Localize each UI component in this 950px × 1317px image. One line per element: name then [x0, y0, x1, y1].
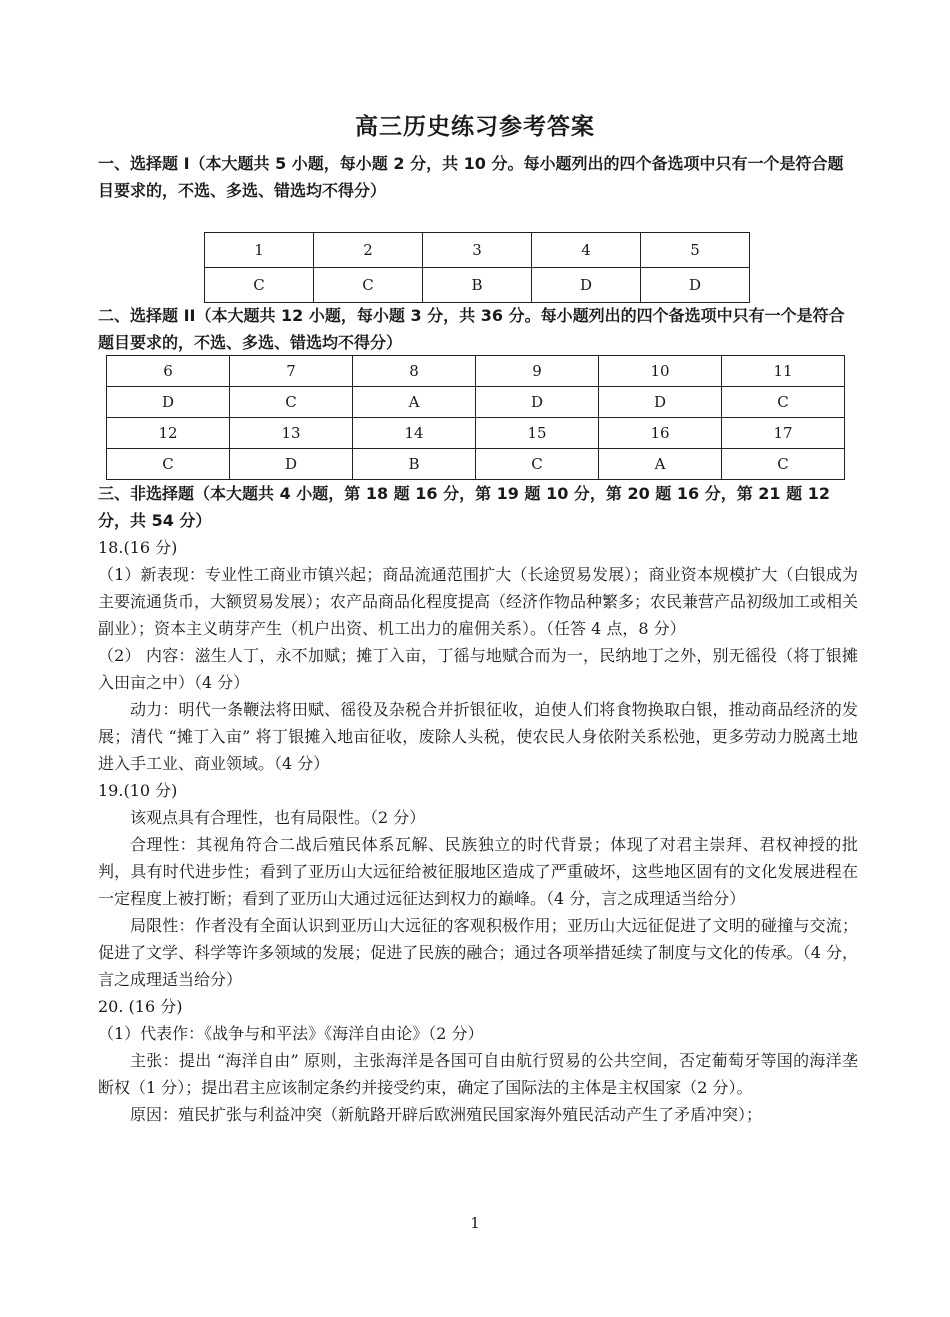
answer-cell: B: [353, 449, 476, 480]
answer-cell: D: [107, 387, 230, 418]
table-row: [107, 418, 845, 449]
table-row: [107, 387, 845, 418]
table-row: [205, 268, 750, 303]
answer-cell: D: [599, 387, 722, 418]
question-number-cell: 7: [230, 356, 353, 387]
question-number-cell: 11: [722, 356, 845, 387]
answer-cell: B: [423, 268, 532, 303]
answer-cell: A: [353, 387, 476, 418]
q19-part2: 合理性：其视角符合二战后殖民体系瓦解、民族独立的时代背景；体现了对君主崇拜、君权神授的批判，具有时代进步性；看到了亚历山大远征给被征服地区造成了严重破坏，这些地区固有的文化发展进程在一定程度上被打断；看到了亚历山大通过远征达到权力的巅峰。（4 分，言之成理适当给分）: [98, 835, 858, 908]
question-number-cell: 6: [107, 356, 230, 387]
question-number-cell: 17: [722, 418, 845, 449]
q19-part3: 局限性：作者没有全面认识到亚历山大远征的客观积极作用；亚历山大远征促进了文明的碰撞与交流；促进了文学、科学等许多领域的发展；促进了民族的融合；通过各项举措延续了制度与文化的传承。（4 分，言之成理适当给分）: [98, 916, 858, 989]
question-number-cell: 13: [230, 418, 353, 449]
q18-part3: 动力：明代一条鞭法将田赋、徭役及杂税合并折银征收，迫使人们将食物换取白银，推动商品经济的发展；清代 “摊丁入亩” 将丁银摊入地亩征收，废除人头税，使农民人身依附关系松弛，更多劳动力脱离土地进入手工业、商业领域。（4 分）: [98, 700, 858, 773]
answer-cell: D: [476, 387, 599, 418]
answer-cell: D: [230, 449, 353, 480]
page-number: 1: [470, 1214, 480, 1232]
q18-part2: （2） 内容：滋生人丁，永不加赋；摊丁入亩，丁徭与地赋合而为一，民纳地丁之外，别无徭役（将丁银摊入田亩之中）（4 分）: [98, 646, 858, 692]
section1-heading: 一、选择题 I（本大题共 5 小题，每小题 2 分，共 10 分。每小题列出的四个备选项中只有一个是符合题目要求的，不选、多选、错选均不得分）: [98, 154, 844, 200]
answer-cell: A: [599, 449, 722, 480]
section2-answer-table: [106, 355, 845, 480]
answer-cell: C: [722, 387, 845, 418]
q18-label: 18.(16 分): [98, 538, 178, 557]
answer-cell: C: [230, 387, 353, 418]
answer-cell: C: [205, 268, 314, 303]
answer-cell: D: [532, 268, 641, 303]
question-number-cell: 16: [599, 418, 722, 449]
table-row: [107, 449, 845, 480]
q18-part1: （1）新表现：专业性工商业市镇兴起；商品流通范围扩大（长途贸易发展）；商业资本规模扩大（白银成为主要流通货币，大额贸易发展）；农产品商品化程度提高（经济作物品种繁多；农民兼营产品初级加工或相关副业）；资本主义萌芽产生（机户出资、机工出力的雇佣关系）。（任答 4 点，8 分）: [98, 565, 859, 638]
q20-label: 20. (16 分): [98, 997, 183, 1016]
table-row: [205, 233, 750, 268]
question-number-cell: 5: [641, 233, 750, 268]
q19-label: 19.(10 分): [98, 781, 178, 800]
question-number-cell: 9: [476, 356, 599, 387]
answer-cell: C: [314, 268, 423, 303]
question-number-cell: 3: [423, 233, 532, 268]
answer-cell: C: [476, 449, 599, 480]
question-number-cell: 12: [107, 418, 230, 449]
answer-cell: C: [722, 449, 845, 480]
q20-part1: （1）代表作：《战争与和平法》《海洋自由论》（2 分）: [98, 1024, 484, 1043]
section3-answers: [98, 534, 858, 1128]
q20-part2: 主张：提出 “海洋自由” 原则，主张海洋是各国可自由航行贸易的公共空间，否定葡萄牙等国的海洋垄断权（1 分）；提出君主应该制定条约并接受约束，确定了国际法的主体是主权国家（2 分）。: [98, 1051, 858, 1097]
section1-answer-table: [204, 232, 750, 303]
section3-heading: 三、非选择题（本大题共 4 小题，第 18 题 16 分，第 19 题 10 分，第 20 题 16 分，第 21 题 12 分，共 54 分）: [98, 484, 830, 530]
answer-cell: C: [107, 449, 230, 480]
question-number-cell: 14: [353, 418, 476, 449]
question-number-cell: 1: [205, 233, 314, 268]
question-number-cell: 8: [353, 356, 476, 387]
question-number-cell: 2: [314, 233, 423, 268]
table-row: [107, 356, 845, 387]
page-title: 高三历史练习参考答案: [355, 114, 595, 140]
question-number-cell: 15: [476, 418, 599, 449]
q19-part1: 该观点具有合理性，也有局限性。（2 分）: [130, 808, 426, 827]
question-number-cell: 4: [532, 233, 641, 268]
question-number-cell: 10: [599, 356, 722, 387]
q20-part3: 原因：殖民扩张与利益冲突（新航路开辟后欧洲殖民国家海外殖民活动产生了矛盾冲突）；: [130, 1105, 763, 1124]
section2-heading: 二、选择题 II（本大题共 12 小题，每小题 3 分，共 36 分。每小题列出的四个备选项中只有一个是符合题目要求的，不选、多选、错选均不得分）: [98, 306, 845, 352]
answer-cell: D: [641, 268, 750, 303]
